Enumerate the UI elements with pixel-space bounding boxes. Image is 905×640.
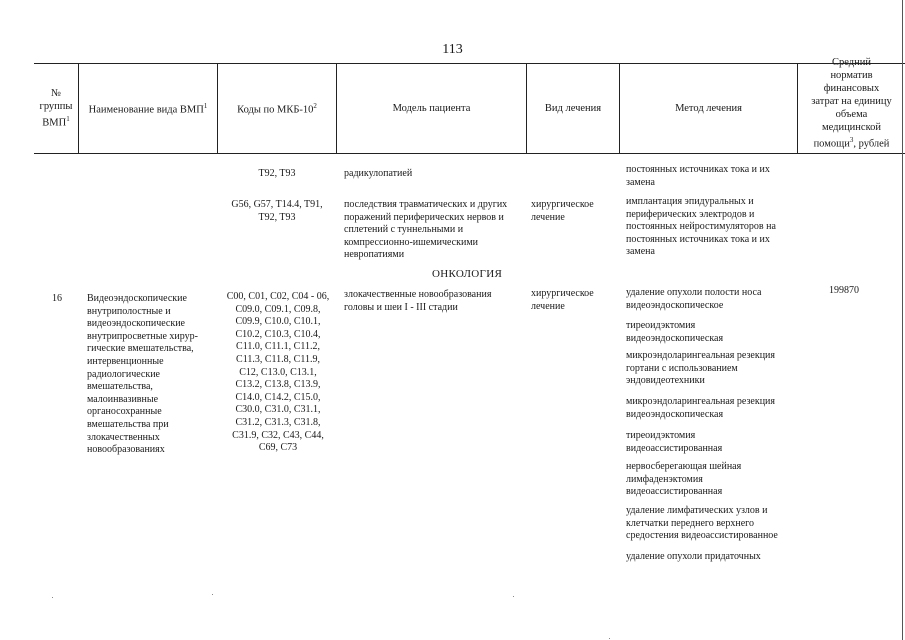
page-number: 113 [442, 42, 463, 57]
row-icd-codes: T92, T93 [258, 168, 296, 179]
header-treatment-type: Вид лечения [544, 103, 602, 114]
treatment-type: хирургическое лечение [531, 288, 594, 312]
row-treatment-method: постоянных источниках тока и их замена [626, 164, 770, 188]
scan-edge [902, 0, 903, 640]
header-average-cost: Средний норматив финансовых затрат на единицу объема медицинской помощи$^3$, рублей [811, 57, 892, 150]
treatment-method: нервосберегающая шейная лимфаденэктомия видеоассистированная [626, 461, 742, 498]
treatment-method: тиреоидэктомия видеоассистированная [626, 430, 723, 454]
header-treatment-method: Метод лечения [675, 103, 742, 114]
treatment-method: микроэндоларингеальная резекция гортани с использованием эндовидеотехники [626, 350, 775, 387]
scan-speck [212, 594, 213, 595]
treatment-method: удаление лимфатических узлов и клетчатки переднего верхнего средостения видеоассистированное [626, 505, 778, 542]
header-icd-codes: Коды по МКБ-$10^2$ [237, 102, 317, 116]
group-number: 16 [52, 293, 62, 304]
row-treatment-method: имплантация эпидуральных и периферических электродов и постоянных нейростимуляторов на постоянных источниках тока и их замена [626, 196, 776, 258]
row-treatment-type: хирургическое лечение [531, 199, 594, 223]
scan-speck [513, 596, 514, 597]
treatment-method: удаление опухоли полости носа видеоэндоскопическое [626, 287, 762, 311]
header-group-number: № группы ВМП$^1$ [39, 88, 73, 129]
scan-speck [609, 638, 610, 639]
patient-model: злокачественные новообразования головы и шеи I - III стадии [344, 289, 492, 313]
treatment-method: микроэндоларингеальная резекция видеоэндоскопическая [626, 396, 775, 420]
treatment-method: удаление опухоли придаточных [626, 551, 761, 562]
header-bottom-border [34, 153, 905, 154]
icd-codes: C00, C01, C02, C04 - 06, C09.0, C09.1, C09.8, C09.9, C10.0, C10.1, C10.2, C10.3, C10.4, C11.0, C11.1, C11.2, C11.3, C11.8, C11.9, C12, C13.0, C13.1, C13.2, C13.8, C13.9, C14.0, C14.2, C15.0, C30.0, C31.0, C31.1, C31.2, C31.3, C31.8, C31.9, C32, C43, C44, C69, C73 [226, 291, 330, 454]
scan-speck [52, 597, 53, 598]
treatment-method: тиреоидэктомия видеоэндоскопическая [626, 320, 724, 344]
vmp-name: Видеоэндоскопические внутриполостные и видеоэндоскопические внутрипросветные хирур- гические вмешательства, интервенционные радиологические вмешательства, малоинвазивные органосохранные вмешательства при злокачественных новообразованиях [87, 293, 198, 456]
header-vmp-name: Наименование вида ВМП$^1$ [88, 102, 208, 116]
row-patient-model: радикулопатией [344, 168, 413, 179]
section-title: ОНКОЛОГИЯ [432, 268, 503, 280]
header-patient-model: Модель пациента [392, 103, 471, 114]
row-icd-codes: G56, G57, T14.4, T91, T92, T93 [231, 199, 323, 223]
row-patient-model: последствия травматических и других поражений периферических нервов и сплетений с туннельными и компрессионно-ишемическими невропатиями [344, 199, 508, 261]
average-cost: 199870 [829, 285, 859, 296]
